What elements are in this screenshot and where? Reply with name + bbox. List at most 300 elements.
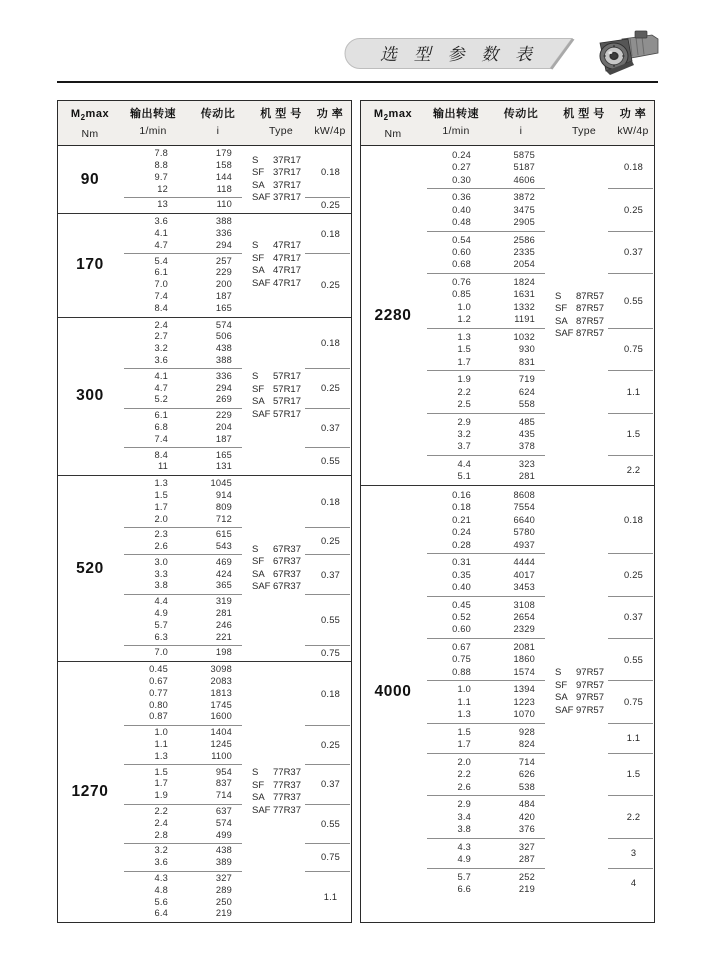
power-cell (613, 371, 654, 413)
data-row (425, 768, 555, 780)
speed-ratio-band (122, 645, 252, 661)
ratio-value: 714 (518, 756, 535, 767)
speed-value: 1.9 (154, 790, 168, 801)
ratio-value: 4444 (513, 557, 535, 568)
data-row (425, 569, 555, 581)
ratio-value: 165 (215, 449, 232, 460)
power-cell (310, 645, 351, 661)
power-value: 0.37 (321, 422, 340, 433)
ratio-value: 499 (215, 829, 232, 840)
type-prefix: SAF (252, 581, 271, 593)
speed-value: 12 (157, 183, 168, 194)
speed-value: 8.8 (154, 159, 168, 170)
type-line (252, 253, 310, 266)
ratio-value: 954 (215, 766, 232, 777)
speed-value: 3.8 (154, 580, 168, 591)
power-cell (310, 662, 351, 725)
data-row (122, 410, 252, 422)
data-row (425, 428, 555, 440)
speed-value: 1.1 (154, 739, 168, 750)
type-line (555, 316, 613, 329)
type-prefix: SF (252, 383, 265, 395)
power-value: 0.25 (624, 204, 643, 215)
speed-value: 0.67 (149, 676, 168, 687)
speed-ratio-band (425, 638, 555, 680)
speed-value: 1.7 (154, 778, 168, 789)
data-row (122, 148, 252, 160)
data-row (425, 726, 555, 738)
speed-ratio-band (122, 765, 252, 804)
speed-value: 1.1 (457, 696, 471, 707)
power-value: 0.25 (321, 383, 340, 394)
data-row (122, 608, 252, 620)
ratio-value: 2905 (513, 217, 535, 227)
power-cell (613, 681, 654, 723)
speed-value: 8.4 (154, 449, 168, 460)
speed-value: 1.0 (154, 727, 168, 738)
speed-ratio-band (122, 448, 252, 476)
type-prefix: SF (252, 167, 265, 179)
data-row (122, 160, 252, 172)
ratio-value: 574 (215, 319, 232, 330)
data-row (122, 676, 252, 688)
speed-value: 6.3 (154, 631, 168, 642)
ratio-value: 198 (215, 647, 232, 658)
torque-group (58, 146, 351, 213)
speed-value: 3.2 (457, 429, 471, 440)
data-row (425, 581, 555, 593)
ratio-value: 289 (215, 884, 232, 895)
ratio-value: 323 (518, 459, 535, 470)
power-value: 0.25 (321, 536, 340, 547)
data-row (122, 422, 252, 434)
speed-value: 6.6 (457, 884, 471, 895)
speed-ratio-band (122, 871, 252, 922)
power-cell (613, 486, 654, 553)
type-model: 47R17 (273, 240, 301, 252)
speed-ratio-band (122, 369, 252, 408)
speed-value: 5.7 (154, 619, 168, 630)
data-row (425, 841, 555, 853)
ratio-value: 281 (215, 608, 232, 619)
power-cell (310, 555, 351, 594)
data-row (122, 355, 252, 367)
speed-value: 6.1 (154, 410, 168, 421)
data-row (425, 204, 555, 216)
ratio-value: 1100 (211, 750, 232, 761)
speed-value: 6.8 (154, 421, 168, 432)
speed-ratio-band (425, 596, 555, 638)
ratio-value: 435 (518, 429, 535, 440)
data-row (122, 256, 252, 268)
type-model: 97R57 (576, 679, 604, 691)
type-prefix: SA (555, 692, 568, 704)
speed-value: 1.3 (154, 750, 168, 761)
data-row (425, 623, 555, 635)
ratio-value: 1745 (210, 699, 232, 710)
type-prefix: SF (252, 556, 265, 568)
power-cell (613, 638, 654, 680)
type-model: 47R17 (273, 265, 301, 277)
data-row (122, 331, 252, 343)
speed-value: 1.5 (457, 726, 471, 737)
type-prefix: SA (252, 396, 265, 408)
power-value: 0.25 (321, 739, 340, 750)
speed-ratio-band (425, 189, 555, 231)
data-row (425, 470, 555, 482)
data-row (425, 666, 555, 678)
type-line (252, 192, 310, 205)
data-row (122, 700, 252, 712)
column-header-type: 机 型 号 Type (260, 108, 302, 137)
ratio-value: 3108 (513, 599, 535, 610)
data-row (122, 767, 252, 779)
speed-value: 4.1 (154, 370, 168, 381)
speed-value: 0.80 (149, 699, 168, 710)
type-model: 87R57 (576, 328, 604, 340)
data-row (425, 539, 555, 551)
power-value: 0.75 (624, 697, 643, 708)
table-body-right (361, 146, 654, 898)
power-cell (613, 868, 654, 898)
ratio-value: 229 (215, 267, 232, 278)
type-model: 37R17 (273, 179, 301, 191)
speed-value: 13 (157, 199, 168, 210)
type-line (252, 240, 310, 253)
ratio-value: 327 (518, 841, 535, 852)
type-model: 97R57 (576, 692, 604, 704)
speed-ratio-band (425, 273, 555, 328)
data-row (122, 596, 252, 608)
selection-table-left (57, 100, 352, 923)
ratio-value: 388 (215, 354, 232, 365)
m2max-value: 2280 (374, 306, 412, 324)
type-line (252, 792, 310, 805)
selection-tables (57, 100, 655, 923)
type-line (252, 180, 310, 193)
speed-value: 1.7 (154, 501, 168, 512)
data-row (122, 434, 252, 446)
speed-ratio-band (425, 796, 555, 838)
speed-ratio-band (425, 838, 555, 868)
type-line (252, 780, 310, 793)
power-cell (310, 214, 351, 253)
speed-value: 3.4 (457, 811, 471, 822)
ratio-value: 837 (215, 778, 232, 789)
type-model: 57R17 (273, 371, 301, 383)
power-cell (310, 146, 351, 197)
speed-value: 0.52 (452, 612, 471, 623)
data-row (122, 818, 252, 830)
torque-group (58, 475, 351, 661)
type-model: 47R17 (273, 252, 301, 264)
speed-value: 2.0 (154, 513, 168, 524)
ratio-value: 252 (518, 871, 535, 882)
column-header-type: 机 型 号 Type (563, 108, 605, 137)
speed-value: 1.3 (457, 709, 471, 720)
data-row (122, 394, 252, 406)
speed-value: 0.60 (452, 247, 471, 257)
power-cell (310, 476, 351, 527)
type-line (252, 805, 310, 818)
speed-value: 2.9 (457, 416, 471, 427)
data-row (122, 806, 252, 818)
power-value: 4 (630, 878, 637, 889)
ratio-value: 336 (215, 227, 232, 238)
power-value: 0.55 (321, 818, 340, 829)
data-row (425, 526, 555, 538)
power-cell (310, 197, 351, 213)
speed-ratio-band (425, 413, 555, 455)
power-value: 0.18 (624, 515, 643, 526)
type-list (252, 214, 310, 316)
type-line (555, 705, 613, 718)
speed-value: 5.1 (457, 471, 471, 482)
type-line (252, 265, 310, 278)
speed-value: 0.76 (452, 277, 471, 287)
data-row (122, 216, 252, 228)
ratio-value: 2586 (513, 234, 535, 245)
torque-group (361, 485, 654, 898)
data-row (122, 383, 252, 395)
ratio-value: 376 (518, 824, 535, 835)
speed-value: 2.5 (457, 399, 471, 410)
ratio-value: 3098 (210, 664, 232, 675)
data-row (122, 873, 252, 885)
speed-value: 3.2 (154, 343, 168, 354)
ratio-value: 1332 (513, 301, 535, 312)
type-model: 77R37 (273, 792, 301, 804)
speed-ratio-band (122, 555, 252, 594)
type-prefix: SA (252, 568, 265, 580)
power-cell (310, 408, 351, 447)
power-value: 2.2 (626, 811, 641, 822)
speed-ratio-band (122, 843, 252, 871)
ratio-value: 5875 (513, 149, 535, 160)
data-row (122, 778, 252, 790)
speed-ratio-band (425, 455, 555, 485)
data-row (425, 216, 555, 228)
data-row (122, 502, 252, 514)
data-row (425, 696, 555, 708)
data-row (122, 664, 252, 676)
data-row (425, 738, 555, 750)
type-prefix: SAF (555, 704, 574, 716)
power-value: 0.18 (321, 688, 340, 699)
ratio-value: 287 (518, 854, 535, 865)
type-model: 57R17 (273, 408, 301, 420)
speed-value: 7.0 (154, 647, 168, 658)
type-line (252, 544, 310, 557)
speed-value: 4.3 (154, 873, 168, 884)
power-cell (310, 448, 351, 476)
speed-value: 2.3 (154, 529, 168, 540)
speed-value: 6.4 (154, 908, 168, 919)
ratio-value: 2054 (513, 259, 535, 270)
type-prefix: SAF (252, 277, 271, 289)
speed-value: 2.9 (457, 799, 471, 810)
data-row (122, 320, 252, 332)
gearmotor-image (592, 27, 664, 79)
type-model: 77R37 (273, 804, 301, 816)
power-value: 0.75 (624, 344, 643, 355)
speed-ratio-band (122, 594, 252, 645)
power-cell (310, 725, 351, 764)
data-row (425, 234, 555, 246)
ratio-value: 221 (215, 631, 232, 642)
data-row (425, 174, 555, 186)
ratio-value: 484 (518, 799, 535, 810)
ratio-value: 930 (518, 344, 535, 355)
speed-value: 1.5 (154, 766, 168, 777)
ratio-value: 2083 (210, 676, 232, 687)
data-row (122, 727, 252, 739)
data-row (122, 897, 252, 909)
type-prefix: SF (555, 679, 568, 691)
data-row (122, 647, 252, 659)
power-value: 0.18 (321, 228, 340, 239)
speed-value: 1.3 (457, 331, 471, 342)
speed-value: 0.45 (452, 599, 471, 610)
type-line (555, 667, 613, 680)
ratio-value: 6640 (513, 514, 535, 525)
column-header-speed: 输出转速 1/min (130, 108, 176, 137)
type-model: 87R57 (576, 315, 604, 327)
power-value: 0.55 (624, 295, 643, 306)
data-row (425, 288, 555, 300)
data-row (425, 871, 555, 883)
ratio-value: 118 (216, 183, 232, 194)
ratio-value: 1394 (513, 684, 535, 695)
speed-value: 3.3 (154, 568, 168, 579)
ratio-value: 179 (215, 148, 232, 159)
ratio-value: 144 (215, 171, 232, 182)
page-title: 选 型 参 数 表 (380, 45, 538, 64)
speed-value: 4.7 (154, 239, 168, 250)
ratio-value: 1404 (210, 727, 232, 738)
column-header-m2max: $M_2\max$ Nm (373, 108, 413, 141)
ratio-value: 1824 (513, 277, 535, 287)
data-row (425, 781, 555, 793)
power-value: 2.2 (626, 465, 641, 476)
data-row (425, 641, 555, 653)
torque-group (58, 213, 351, 316)
power-value: 0.18 (624, 162, 643, 173)
type-line (252, 396, 310, 409)
data-row (425, 811, 555, 823)
type-prefix: SA (252, 792, 265, 804)
ratio-value: 424 (215, 568, 232, 579)
power-value: 0.37 (321, 779, 340, 790)
ratio-value: 824 (518, 739, 535, 750)
speed-ratio-band (425, 554, 555, 596)
column-header-m2max: $M_2\max$ Nm (70, 108, 110, 141)
speed-ratio-band (425, 231, 555, 273)
ratio-value: 2335 (513, 247, 535, 257)
data-row (122, 845, 252, 857)
table-body-left (58, 146, 351, 922)
speed-value: 4.4 (457, 459, 471, 470)
m2max-value: 1270 (71, 783, 109, 801)
power-cell (613, 723, 654, 753)
data-row (425, 440, 555, 452)
ratio-value: 420 (518, 811, 535, 822)
data-row (122, 478, 252, 490)
ratio-value: 5187 (513, 162, 535, 173)
speed-ratio-band (122, 804, 252, 843)
data-row (425, 356, 555, 368)
power-cell (310, 527, 351, 555)
speed-value: 0.75 (452, 654, 471, 665)
ratio-value: 365 (215, 580, 232, 591)
ratio-value: 4606 (513, 174, 535, 185)
type-line (252, 767, 310, 780)
data-row (122, 343, 252, 355)
speed-value: 0.40 (452, 204, 471, 215)
speed-value: 5.6 (154, 896, 168, 907)
type-prefix: S (555, 290, 562, 302)
type-prefix: S (252, 240, 259, 252)
column-header-row (58, 101, 351, 146)
m2max-value: 4000 (374, 683, 412, 701)
ratio-value: 809 (215, 501, 232, 512)
speed-ratio-band (122, 146, 252, 197)
power-value: 0.55 (321, 614, 340, 625)
speed-value: 1.7 (457, 739, 471, 750)
power-value: 0.25 (624, 569, 643, 580)
power-cell (613, 146, 654, 188)
ratio-value: 538 (518, 781, 535, 792)
speed-value: 1.7 (457, 356, 471, 367)
ratio-value: 1574 (513, 666, 535, 677)
type-prefix: SAF (252, 192, 271, 204)
ratio-value: 2654 (513, 612, 535, 623)
speed-ratio-band (122, 725, 252, 764)
m2max-value: 300 (76, 387, 104, 405)
speed-value: 0.35 (452, 569, 471, 580)
speed-ratio-band (425, 753, 555, 795)
ratio-value: 319 (215, 596, 232, 607)
speed-value: 0.67 (452, 642, 471, 653)
speed-value: 0.36 (452, 192, 471, 203)
ratio-value: 131 (215, 461, 232, 472)
speed-value: 4.7 (154, 382, 168, 393)
ratio-value: 928 (518, 726, 535, 737)
torque-group (361, 146, 654, 485)
power-cell (613, 796, 654, 838)
type-model: 47R17 (273, 277, 301, 289)
power-cell (310, 843, 351, 871)
type-list (252, 146, 310, 213)
power-value: 0.18 (321, 496, 340, 507)
data-row (425, 161, 555, 173)
data-row (425, 756, 555, 768)
speed-value: 11 (157, 461, 168, 472)
data-row (122, 711, 252, 723)
type-model: 67R37 (273, 556, 301, 568)
ratio-value: 327 (215, 873, 232, 884)
ratio-value: 438 (215, 343, 232, 354)
type-prefix: SAF (252, 804, 271, 816)
data-row (425, 386, 555, 398)
ratio-value: 1223 (513, 696, 535, 707)
data-row (425, 883, 555, 895)
ratio-value: 615 (215, 529, 232, 540)
data-row (122, 751, 252, 763)
ratio-value: 506 (215, 331, 232, 342)
speed-value: 0.45 (149, 664, 168, 675)
type-prefix: SA (252, 179, 265, 191)
